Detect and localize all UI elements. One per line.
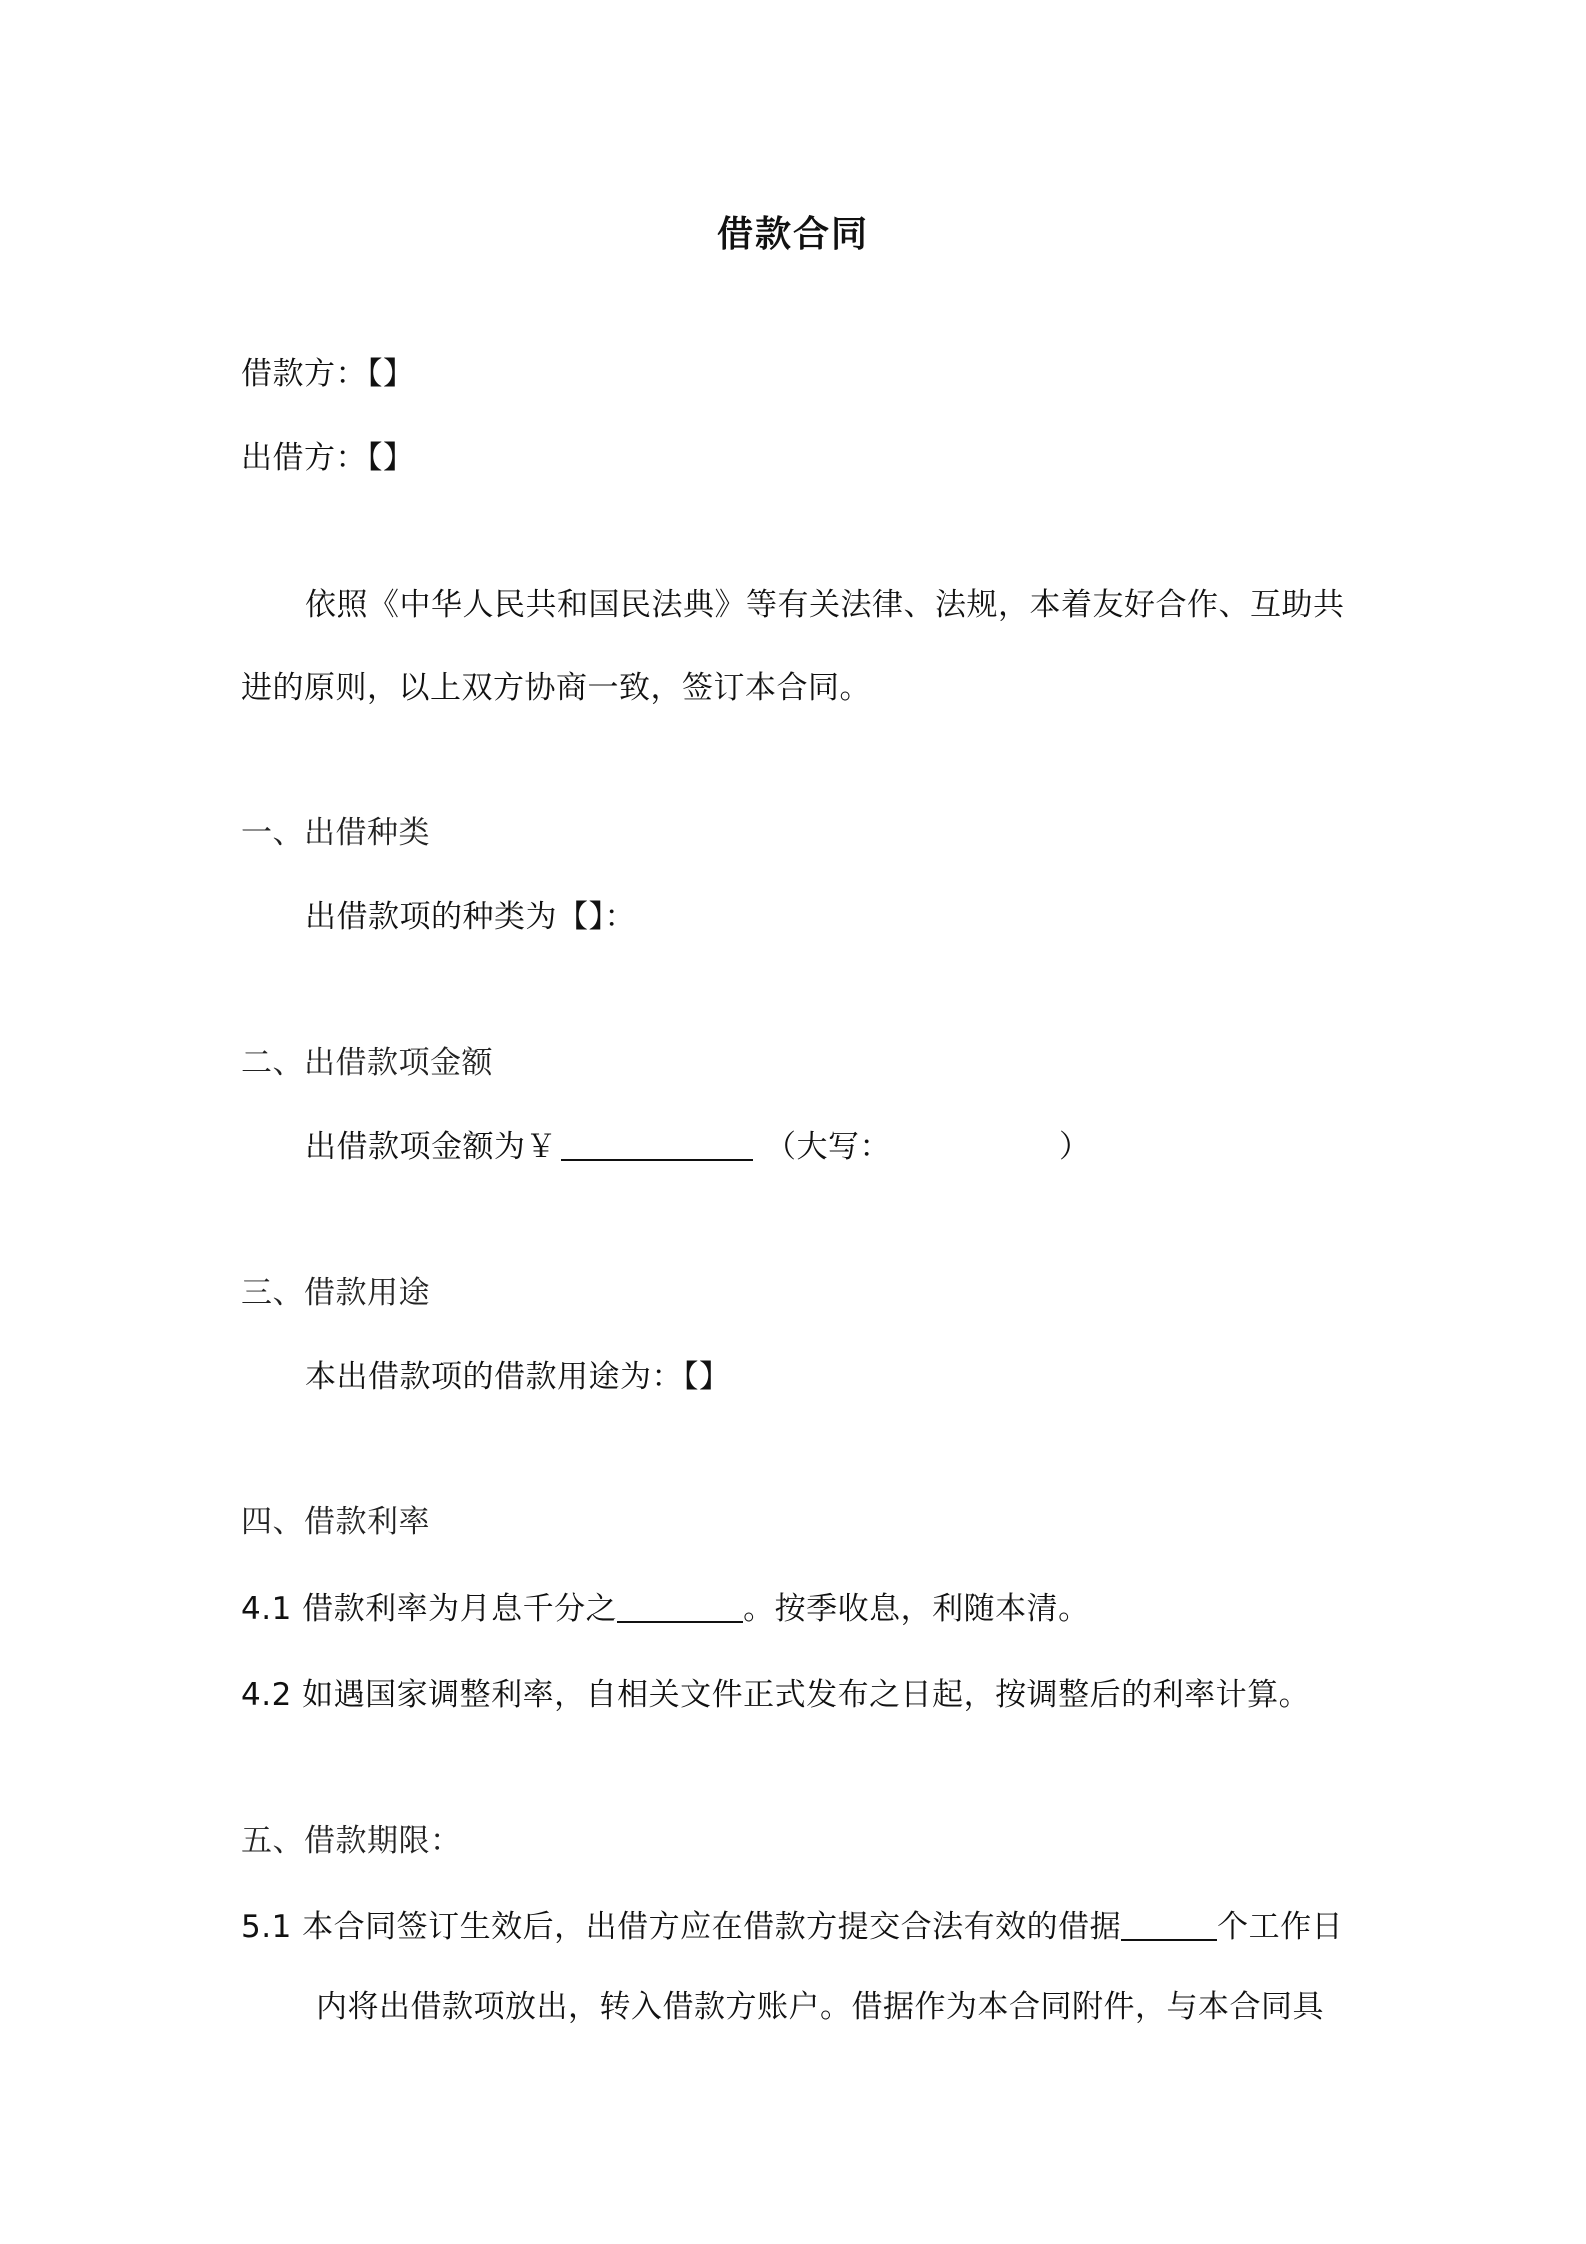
section-3-heading: 三、借款用途 — [241, 1275, 430, 1311]
preamble-line-2: 进的原则，以上双方协商一致，签订本合同。 — [241, 670, 871, 706]
amount-blank — [561, 1129, 753, 1161]
borrower-line: 借款方：【】 — [241, 356, 415, 392]
amount-capital-label: （大写： — [765, 1129, 891, 1165]
rate-prefix: 4.1 借款利率为月息千分之 — [241, 1591, 618, 1627]
section-5-item-1-line-2: 内将出借款项放出，转入借款方账户。借据作为本合同附件，与本合同具 — [316, 1989, 1324, 2025]
document-title: 借款合同 — [716, 214, 869, 255]
rate-suffix: 。按季收息，利随本清。 — [743, 1591, 1090, 1627]
section-2-heading: 二、出借款项金额 — [241, 1045, 493, 1081]
lender-line: 出借方：【】 — [241, 440, 415, 476]
section-3-body: 本出借款项的借款用途为：【】 — [305, 1359, 731, 1395]
section-4-item-2: 4.2 如遇国家调整利率，自相关文件正式发布之日起，按调整后的利率计算。 — [241, 1677, 1311, 1713]
term-suffix: 个工作日 — [1217, 1909, 1344, 1945]
section-5-item-1 — [241, 1907, 1343, 1947]
section-4-item-1 — [241, 1589, 1090, 1629]
section-2-body — [305, 1127, 1091, 1167]
preamble-line-1: 依照《中华人民共和国民法典》等有关法律、法规，本着友好合作、互助共 — [305, 587, 1345, 623]
section-1-body: 出借款项的种类为【】： — [305, 899, 636, 935]
section-5-heading: 五、借款期限： — [241, 1823, 462, 1859]
section-4-heading: 四、借款利率 — [241, 1504, 430, 1540]
amount-prefix: 出借款项金额为￥ — [305, 1129, 557, 1165]
term-blank — [1121, 1909, 1217, 1941]
section-1-heading: 一、出借种类 — [241, 815, 430, 851]
term-prefix: 5.1 本合同签订生效后，出借方应在借款方提交合法有效的借据 — [241, 1909, 1122, 1945]
amount-capital-close: ） — [1059, 1129, 1091, 1165]
rate-blank — [617, 1591, 743, 1623]
